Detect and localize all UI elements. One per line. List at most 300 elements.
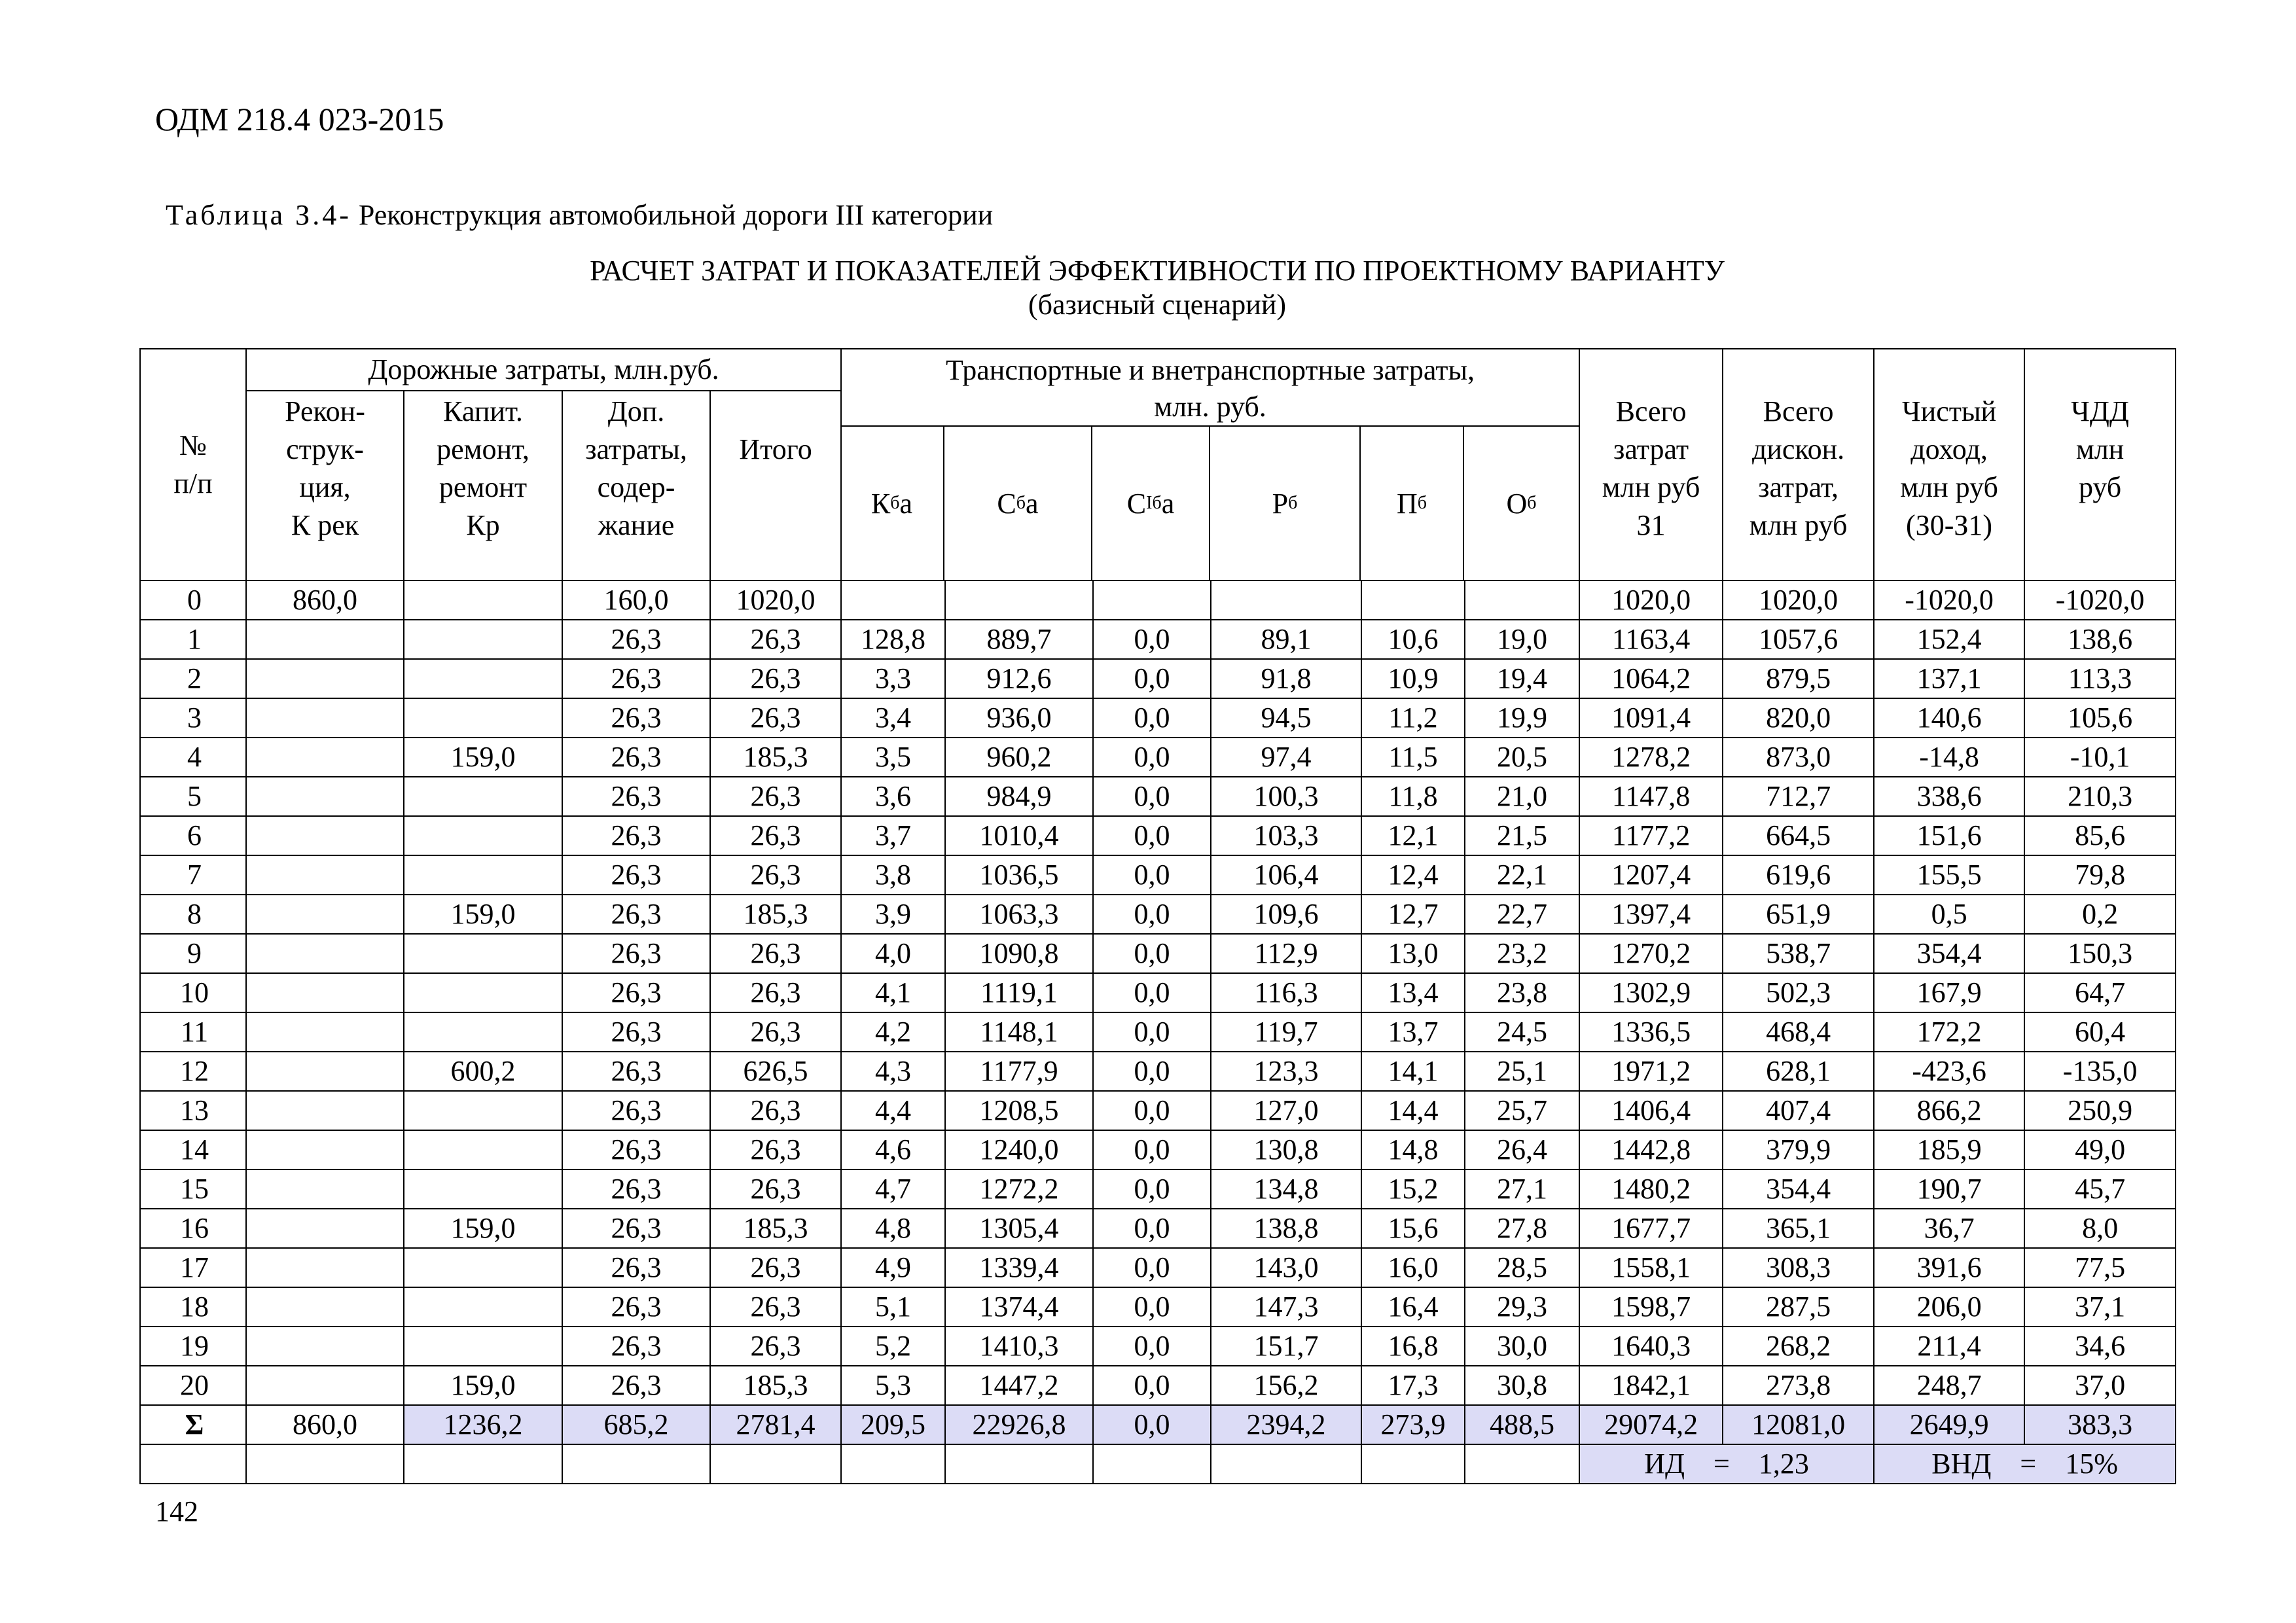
table-cell: 123,3	[1211, 1052, 1361, 1091]
k-tail: а	[899, 487, 913, 520]
table-cell: 1598,7	[1579, 1287, 1723, 1327]
table-cell	[246, 1130, 404, 1169]
table-cell: 26,3	[562, 1052, 710, 1091]
table-cell	[404, 777, 562, 816]
table-caption	[166, 198, 993, 233]
table-row	[140, 620, 2176, 659]
table-cell: 354,4	[1874, 934, 2024, 973]
table-cell: 0,0	[1093, 1366, 1211, 1405]
table-cell: 11,8	[1361, 777, 1465, 816]
table-cell: 1148,1	[945, 1012, 1093, 1052]
header-reconstruction-text: Рекон- струк- ция, К рек	[285, 395, 365, 541]
table-cell: 14	[140, 1130, 246, 1169]
table-cell	[404, 620, 562, 659]
table-cell: 185,9	[1874, 1130, 2024, 1169]
table-cell: 4,9	[841, 1248, 945, 1287]
table-row	[140, 1091, 2176, 1130]
table-row	[140, 738, 2176, 777]
table-cell: 250,9	[2024, 1091, 2176, 1130]
table-cell: 94,5	[1211, 698, 1361, 738]
table-cell: 15	[140, 1169, 246, 1209]
table-cell: 0,5	[1874, 895, 2024, 934]
table-cell	[246, 1248, 404, 1287]
calculation-title-line1: РАСЧЕТ ЗАТРАТ И ПОКАЗАТЕЛЕЙ ЭФФЕКТИВНОСТИ ПО ПРОЕКТНОМУ ВАРИАНТУ	[590, 255, 1725, 287]
table-cell: 79,8	[2024, 855, 2176, 895]
empty-cell	[1361, 1444, 1465, 1484]
table-cell: 26,3	[710, 1091, 841, 1130]
table-cell: 354,4	[1723, 1169, 1874, 1209]
table-cell: 26,3	[562, 934, 710, 973]
table-cell: 116,3	[1211, 973, 1361, 1012]
table-cell: 1270,2	[1579, 934, 1723, 973]
table-cell: 17	[140, 1248, 246, 1287]
table-cell: 13,7	[1361, 1012, 1465, 1052]
table-cell: 85,6	[2024, 816, 2176, 855]
table-cell: 97,4	[1211, 738, 1361, 777]
table-cell: 26,3	[710, 698, 841, 738]
table-cell: 137,1	[1874, 659, 2024, 698]
table-cell: -1020,0	[2024, 580, 2176, 620]
table-cell: 134,8	[1211, 1169, 1361, 1209]
table-cell: 0	[140, 580, 246, 620]
table-cell: 16,8	[1361, 1327, 1465, 1366]
table-cell	[404, 816, 562, 855]
sum-cell: Σ	[140, 1405, 246, 1444]
table-cell: 1177,2	[1579, 816, 1723, 855]
table-cell: 1374,4	[945, 1287, 1093, 1327]
table-cell: 268,2	[1723, 1327, 1874, 1366]
table-cell: 14,1	[1361, 1052, 1465, 1091]
table-cell: 8,0	[2024, 1209, 2176, 1248]
table-cell: 0,0	[1093, 698, 1211, 738]
sum-cell: 685,2	[562, 1405, 710, 1444]
table-cell: 889,7	[945, 620, 1093, 659]
table-cell: 1397,4	[1579, 895, 1723, 934]
header-pi-symbol: П б	[1361, 425, 1464, 580]
calculation-title-line2: (базисный сценарий)	[1028, 289, 1287, 321]
table-row	[140, 1130, 2176, 1169]
table-cell: 26,3	[562, 895, 710, 934]
table-cell: 4,2	[841, 1012, 945, 1052]
c-base: С	[997, 487, 1016, 520]
table-cell: 26,3	[710, 855, 841, 895]
table-cell: 26,3	[710, 934, 841, 973]
table-cell: 26,3	[562, 1366, 710, 1405]
table-cell: 4,8	[841, 1209, 945, 1248]
table-cell: 26,3	[710, 816, 841, 855]
table-cell: 1272,2	[945, 1169, 1093, 1209]
table-cell: 984,9	[945, 777, 1093, 816]
table-cell: 103,3	[1211, 816, 1361, 855]
table-cell: 109,6	[1211, 895, 1361, 934]
sum-cell: 273,9	[1361, 1405, 1465, 1444]
table-cell: 159,0	[404, 738, 562, 777]
table-cell: 112,9	[1211, 934, 1361, 973]
table-cell: 167,9	[1874, 973, 2024, 1012]
table-cell: 8	[140, 895, 246, 934]
table-cell: 860,0	[246, 580, 404, 620]
table-cell	[1361, 580, 1465, 620]
table-cell: 130,8	[1211, 1130, 1361, 1169]
pi-base: П	[1396, 487, 1418, 520]
table-row	[140, 895, 2176, 934]
table-cell: 1	[140, 620, 246, 659]
table-cell: 1020,0	[710, 580, 841, 620]
table-cell	[246, 1091, 404, 1130]
table-cell: 25,1	[1465, 1052, 1579, 1091]
table-cell: 1240,0	[945, 1130, 1093, 1169]
table-cell: 30,0	[1465, 1327, 1579, 1366]
table-cell	[1093, 580, 1211, 620]
table-cell: 1063,3	[945, 895, 1093, 934]
table-cell: 143,0	[1211, 1248, 1361, 1287]
table-cell: 879,5	[1723, 659, 1874, 698]
table-cell: 26,4	[1465, 1130, 1579, 1169]
table-cell: 4,3	[841, 1052, 945, 1091]
table-cell: 0,0	[1093, 1091, 1211, 1130]
table-cell: 1091,4	[1579, 698, 1723, 738]
table-cell: 936,0	[945, 698, 1093, 738]
table-cell: 1410,3	[945, 1327, 1093, 1366]
table-cell: 26,3	[710, 1130, 841, 1169]
table-cell	[246, 620, 404, 659]
table-cell	[945, 580, 1093, 620]
table-cell: 0,0	[1093, 777, 1211, 816]
table-cell: 113,3	[2024, 659, 2176, 698]
table-cell: 0,0	[1093, 1169, 1211, 1209]
table-cell: 26,3	[562, 1012, 710, 1052]
table-caption-label: Таблица З.4-	[166, 199, 351, 231]
table-cell: 1336,5	[1579, 1012, 1723, 1052]
table-cell: 37,0	[2024, 1366, 2176, 1405]
indicator-row	[140, 1444, 2176, 1484]
table-cell	[1465, 580, 1579, 620]
table-cell: 4	[140, 738, 246, 777]
table-cell: 26,3	[562, 659, 710, 698]
sum-cell: 2781,4	[710, 1405, 841, 1444]
table-cell: 1442,8	[1579, 1130, 1723, 1169]
table-cell: 1057,6	[1723, 620, 1874, 659]
table-cell: 26,3	[562, 1169, 710, 1209]
empty-cell	[841, 1444, 945, 1484]
table-cell: 3,3	[841, 659, 945, 698]
table-cell: 1090,8	[945, 934, 1093, 973]
table-cell: 26,3	[562, 738, 710, 777]
table-cell: 150,3	[2024, 934, 2176, 973]
table-cell: 26,3	[710, 777, 841, 816]
table-cell: 0,0	[1093, 1287, 1211, 1327]
table-cell: 1677,7	[1579, 1209, 1723, 1248]
table-cell: -135,0	[2024, 1052, 2176, 1091]
table-cell: 14,4	[1361, 1091, 1465, 1130]
header-subtotal: Итого	[710, 391, 841, 580]
table-cell: 0,0	[1093, 895, 1211, 934]
table-cell: 1302,9	[1579, 973, 1723, 1012]
table-cell: 159,0	[404, 1209, 562, 1248]
table-row	[140, 1169, 2176, 1209]
table-cell: 1020,0	[1723, 580, 1874, 620]
table-cell: 1020,0	[1579, 580, 1723, 620]
table-cell	[246, 698, 404, 738]
sum-cell: 2649,9	[1874, 1405, 2024, 1444]
table-cell: 13,0	[1361, 934, 1465, 973]
table-cell: 1480,2	[1579, 1169, 1723, 1209]
table-cell: 211,4	[1874, 1327, 2024, 1366]
document-code: ОДМ 218.4 023-2015	[155, 101, 444, 137]
table-cell: 338,6	[1874, 777, 2024, 816]
header-capital-repair-text: Капит. ремонт, ремонт Кр	[437, 395, 529, 541]
table-cell: 0,0	[1093, 738, 1211, 777]
table-cell: 2	[140, 659, 246, 698]
table-cell: 0,0	[1093, 816, 1211, 855]
table-cell: 1339,4	[945, 1248, 1093, 1287]
table-cell: 308,3	[1723, 1248, 1874, 1287]
sum-cell: 488,5	[1465, 1405, 1579, 1444]
table-cell: 379,9	[1723, 1130, 1874, 1169]
table-cell: 11,5	[1361, 738, 1465, 777]
table-cell: 19,0	[1465, 620, 1579, 659]
table-cell: 3,5	[841, 738, 945, 777]
table-cell: 37,1	[2024, 1287, 2176, 1327]
table-cell: 22,7	[1465, 895, 1579, 934]
table-cell: 21,5	[1465, 816, 1579, 855]
table-cell: 0,0	[1093, 1248, 1211, 1287]
table-cell: 26,3	[710, 1012, 841, 1052]
table-cell: 60,4	[2024, 1012, 2176, 1052]
table-cell	[404, 855, 562, 895]
table-cell: 11,2	[1361, 698, 1465, 738]
table-cell: 0,0	[1093, 973, 1211, 1012]
table-cell: 22,1	[1465, 855, 1579, 895]
table-cell: 628,1	[1723, 1052, 1874, 1091]
table-cell	[404, 1327, 562, 1366]
sum-cell: 29074,2	[1579, 1405, 1723, 1444]
table-cell: 6	[140, 816, 246, 855]
empty-cell	[710, 1444, 841, 1484]
table-cell: 600,2	[404, 1052, 562, 1091]
table-cell: 912,6	[945, 659, 1093, 698]
table-cell: 89,1	[1211, 620, 1361, 659]
header-p-symbol: Р б	[1210, 425, 1361, 580]
k-base: К	[870, 487, 891, 520]
table-cell: 206,0	[1874, 1287, 2024, 1327]
table-cell: 15,2	[1361, 1169, 1465, 1209]
table-cell: 12,4	[1361, 855, 1465, 895]
empty-cell	[404, 1444, 562, 1484]
empty-cell	[1211, 1444, 1361, 1484]
table-cell: 49,0	[2024, 1130, 2176, 1169]
table-cell: 185,3	[710, 895, 841, 934]
ci-base: С	[1126, 487, 1147, 520]
table-row	[140, 777, 2176, 816]
table-cell: 1010,4	[945, 816, 1093, 855]
table-cell: 19,9	[1465, 698, 1579, 738]
table-cell: 138,6	[2024, 620, 2176, 659]
table-row	[140, 816, 2176, 855]
table-cell: 23,8	[1465, 973, 1579, 1012]
table-cell: 0,0	[1093, 1012, 1211, 1052]
table-cell: 19,4	[1465, 659, 1579, 698]
table-cell: 0,0	[1093, 1327, 1211, 1366]
table-cell	[246, 1052, 404, 1091]
table-cell: 172,2	[1874, 1012, 2024, 1052]
table-cell: 1036,5	[945, 855, 1093, 895]
table-cell	[841, 580, 945, 620]
sum-row	[140, 1405, 2176, 1444]
sum-cell: 0,0	[1093, 1405, 1211, 1444]
table-cell	[246, 777, 404, 816]
table-cell: 12,1	[1361, 816, 1465, 855]
table-cell: 36,7	[1874, 1209, 2024, 1248]
table-cell: 34,6	[2024, 1327, 2176, 1366]
table-cell: 3	[140, 698, 246, 738]
table-cell: 26,3	[562, 1209, 710, 1248]
header-transport-costs-title: Транспортные и внетранспортные затраты, млн. руб.	[946, 354, 1475, 423]
table-cell: 1147,8	[1579, 777, 1723, 816]
table-cell: 1406,4	[1579, 1091, 1723, 1130]
table-cell: 5,3	[841, 1366, 945, 1405]
table-cell: 160,0	[562, 580, 710, 620]
sum-cell: 209,5	[841, 1405, 945, 1444]
table-row	[140, 1248, 2176, 1287]
table-cell: 3,9	[841, 895, 945, 934]
table-cell: 7	[140, 855, 246, 895]
table-cell: 820,0	[1723, 698, 1874, 738]
table-cell: 29,3	[1465, 1287, 1579, 1327]
table-cell: 5	[140, 777, 246, 816]
table-cell: -14,8	[1874, 738, 2024, 777]
table-cell: 64,7	[2024, 973, 2176, 1012]
table-cell: 11	[140, 1012, 246, 1052]
table-cell: 185,3	[710, 1209, 841, 1248]
table-cell	[246, 1287, 404, 1327]
table-cell: 502,3	[1723, 973, 1874, 1012]
empty-cell	[562, 1444, 710, 1484]
table-cell: 5,1	[841, 1287, 945, 1327]
p-base: Р	[1272, 487, 1289, 520]
header-ci-symbol: С Iб а	[1092, 425, 1210, 580]
table-cell	[246, 934, 404, 973]
table-cell: 538,7	[1723, 934, 1874, 973]
table-cell: 0,0	[1093, 659, 1211, 698]
table-cell: 1278,2	[1579, 738, 1723, 777]
table-cell: 4,6	[841, 1130, 945, 1169]
table-cell: 4,4	[841, 1091, 945, 1130]
table-cell: 1119,1	[945, 973, 1093, 1012]
table-cell: 3,8	[841, 855, 945, 895]
table-cell: 1207,4	[1579, 855, 1723, 895]
table-cell: 147,3	[1211, 1287, 1361, 1327]
table-cell: 26,3	[562, 1130, 710, 1169]
header-discounted-costs-text: Всего дискон. затрат, млн руб	[1749, 395, 1848, 541]
table-cell: 24,5	[1465, 1012, 1579, 1052]
table-cell: 185,3	[710, 1366, 841, 1405]
table-cell: 26,3	[710, 1169, 841, 1209]
table-cell: 106,4	[1211, 855, 1361, 895]
table-cell: 1971,2	[1579, 1052, 1723, 1091]
table-cell: 1842,1	[1579, 1366, 1723, 1405]
table-cell: 185,3	[710, 738, 841, 777]
table-cell: 26,3	[562, 1248, 710, 1287]
ci-tail: а	[1161, 487, 1175, 520]
table-cell: 3,7	[841, 816, 945, 855]
table-cell: 140,6	[1874, 698, 2024, 738]
table-cell: 26,3	[562, 973, 710, 1012]
table-cell: 712,7	[1723, 777, 1874, 816]
table-cell: 127,0	[1211, 1091, 1361, 1130]
header-extra-costs-text: Доп. затраты, содер- жание	[585, 395, 687, 541]
table-cell: 407,4	[1723, 1091, 1874, 1130]
table-cell	[404, 580, 562, 620]
table-cell: 4,1	[841, 973, 945, 1012]
header-net-income	[1874, 349, 2024, 580]
table-cell: 30,8	[1465, 1366, 1579, 1405]
header-npv	[2024, 349, 2176, 580]
table-cell: 26,3	[562, 855, 710, 895]
table-cell: 16	[140, 1209, 246, 1248]
table-cell: 26,3	[562, 620, 710, 659]
table-cell: 26,3	[562, 816, 710, 855]
sum-cell: 22926,8	[945, 1405, 1093, 1444]
table-cell: 18	[140, 1287, 246, 1327]
table-cell	[404, 973, 562, 1012]
profitability-index: ИД = 1,23	[1579, 1444, 1874, 1484]
table-cell	[246, 1169, 404, 1209]
table-cell: 3,4	[841, 698, 945, 738]
table-cell	[404, 1248, 562, 1287]
table-cell: 28,5	[1465, 1248, 1579, 1287]
table-cell: 0,0	[1093, 620, 1211, 659]
table-cell: 9	[140, 934, 246, 973]
table-cell	[404, 1012, 562, 1052]
table-cell: 152,4	[1874, 620, 2024, 659]
transport-symbol-headers	[840, 425, 1579, 580]
table-cell	[404, 698, 562, 738]
table-cell: 105,6	[2024, 698, 2176, 738]
empty-cell	[246, 1444, 404, 1484]
table-cell	[404, 1287, 562, 1327]
table-cell	[404, 659, 562, 698]
table-cell: 159,0	[404, 1366, 562, 1405]
table-cell: 664,5	[1723, 816, 1874, 855]
table-cell: 960,2	[945, 738, 1093, 777]
table-cell: -1020,0	[1874, 580, 2024, 620]
table-cell: 26,3	[710, 973, 841, 1012]
table-cell: 1558,1	[1579, 1248, 1723, 1287]
table-cell: 287,5	[1723, 1287, 1874, 1327]
table-row	[140, 973, 2176, 1012]
header-c-symbol: С б а	[944, 425, 1092, 580]
table-cell: 365,1	[1723, 1209, 1874, 1248]
table-cell: 10,6	[1361, 620, 1465, 659]
table-cell: 26,3	[562, 1327, 710, 1366]
table-cell	[246, 973, 404, 1012]
o-base: О	[1506, 487, 1528, 520]
table-cell: 25,7	[1465, 1091, 1579, 1130]
table-cell	[246, 738, 404, 777]
table-cell: 20,5	[1465, 738, 1579, 777]
table-cell	[246, 659, 404, 698]
table-cell: 0,2	[2024, 895, 2176, 934]
header-discounted-costs	[1723, 349, 1874, 580]
table-cell: 1163,4	[1579, 620, 1723, 659]
table-cell: 21,0	[1465, 777, 1579, 816]
table-cell: 20	[140, 1366, 246, 1405]
table-cell: 26,3	[562, 1287, 710, 1327]
calculation-title	[139, 254, 2175, 322]
table-cell: 13	[140, 1091, 246, 1130]
table-cell: 0,0	[1093, 1209, 1211, 1248]
